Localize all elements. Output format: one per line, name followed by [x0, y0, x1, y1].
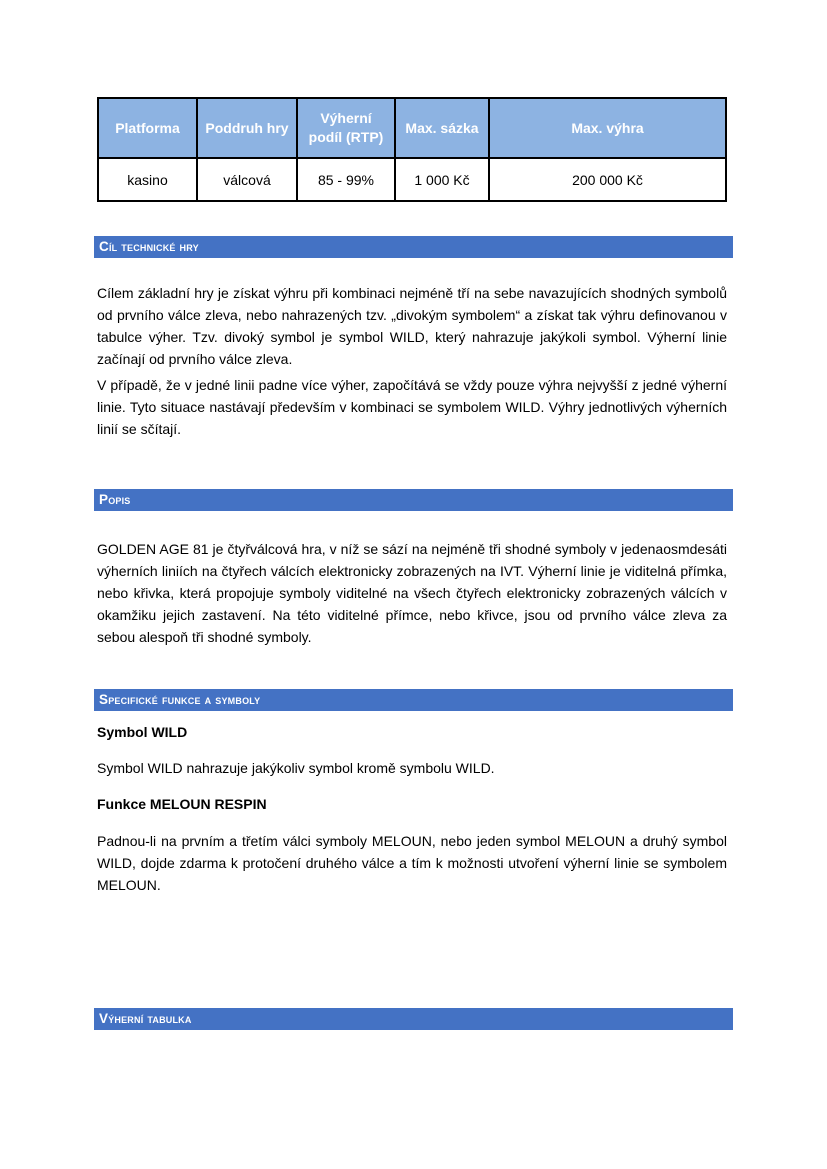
table-header-row — [98, 98, 726, 158]
respin-paragraph: Padnou-li na prvním a třetím válci symboly MELOUN, nebo jeden symbol MELOUN a druhý symbol WILD, dojde zdarma k protočení druhého válce a tím k možnosti utvoření výherní linie se symbolem MELOUN. — [97, 833, 727, 893]
table-cell-poddruh-hry: válcová — [197, 158, 297, 201]
section-header-description: Popis — [94, 489, 733, 511]
goal-paragraph-2: V případě, že v jedné linii padne více výher, započítává se vždy pouze výhra nejvyšší z jedné výherní linie. Tyto situace nastávají především v kombinaci se symbolem WILD. Výhry jednotlivých výherních linií se sčítají. — [97, 377, 727, 437]
table-header-vyherni-podil: Výherní podíl (RTP) — [297, 98, 395, 158]
section-header-goal: Cíl technické hry — [94, 236, 733, 258]
respin-subheading: Funkce MELOUN RESPIN — [97, 796, 267, 812]
section-header-features: Specifické funkce a symboly — [94, 689, 733, 711]
section-header-paytable: Výherní tabulka — [94, 1008, 733, 1030]
table-cell-platforma: kasino — [98, 158, 197, 201]
goal-paragraph-1: Cílem základní hry je získat výhru při kombinaci nejméně tří na sebe navazujících shodných symbolů od prvního válce zleva, nebo nahrazených tzv. „divokým symbolem“ a získat tak výhru definovanou v tabulce výher. Tzv. divoký symbol je symbol WILD, který nahrazuje jakýkoli symbol. Výherní linie začínají od prvního válce zleva. — [97, 285, 727, 367]
description-paragraph: GOLDEN AGE 81 je čtyřválcová hra, v níž se sází na nejméně tři shodné symboly v jedenaosmdesáti výherních liniích na čtyřech válcích elektronicky zobrazených na IVT. Výherní linie je viditelná přímka, nebo křivka, která propojuje symboly viditelné na všech čtyřech elektronicky zobrazených válcích v okamžiku jejich zastavení. Na této viditelné přímce, nebo křivce, jsou od prvního válce zleva za sebou alespoň tři shodné symboly. — [97, 541, 727, 645]
wild-paragraph: Symbol WILD nahrazuje jakýkoliv symbol kromě symbolu WILD. — [97, 760, 495, 776]
game-info-table — [97, 97, 727, 202]
table-cell-vyherni-podil: 85 - 99% — [297, 158, 395, 201]
table-cell-max-vyhra: 200 000 Kč — [489, 158, 726, 201]
table-header-platforma: Platforma — [98, 98, 197, 158]
table-header-poddruh-hry: Poddruh hry — [197, 98, 297, 158]
wild-subheading: Symbol WILD — [97, 724, 188, 740]
table-header-max-sazka: Max. sázka — [395, 98, 489, 158]
table-cell-max-sazka: 1 000 Kč — [395, 158, 489, 201]
table-row — [98, 158, 726, 201]
table-header-max-vyhra: Max. výhra — [489, 98, 726, 158]
